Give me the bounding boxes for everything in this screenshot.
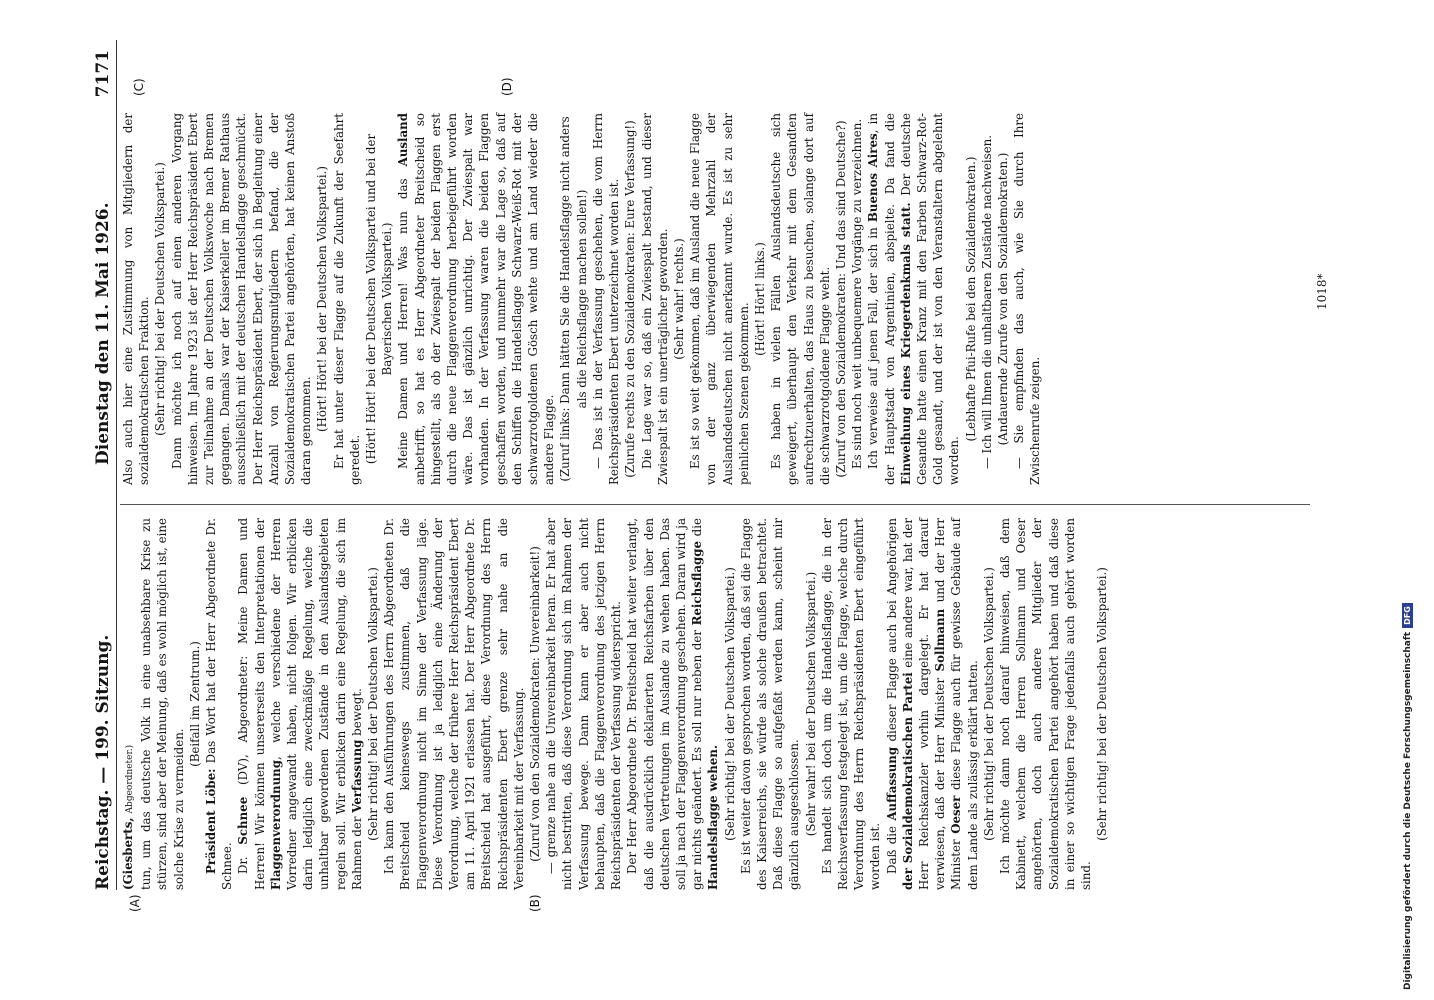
paragraph: Es ist weiter davon gesprochen worden, daß sei die Flagge des Kaiserreichs, sie würde als solche draußen betrachtet. Daß diese Flagge so aufgefaßt werden kann, scheint mir gänzlich ausgeschlossen.: [738, 518, 802, 890]
margin-mark-c: (C): [132, 78, 146, 96]
reaction: (Sehr richtig! bei der Deutschen Volkspartei.): [153, 162, 168, 436]
reaction: (Hört! Hört! bei der Deutschen Volkspartei und bei der Bayerischen Volkspartei.): [364, 133, 395, 465]
paragraph: Daß die Auffassung dieser Flagge auch bei Angehörigen der Sozialdemokratischen Partei eine andere war, hat der Herr Reichskanzler vorhin dargelegt. Er hat darauf verwiesen, daß der Herr Minister Sollmann und der Herr Minister Oeser diese Flagge auch für gewisse Gebäude auf dem Lande als zulässig erklärt hatten.: [884, 518, 980, 890]
reaction: (Zuruf von den Sozialdemokraten: Und das sind Deutsche?): [833, 120, 848, 478]
header-session: Reichstag. — 199. Sitzung.: [93, 634, 113, 890]
header-date: Dienstag den 11. Mai 1926.: [93, 202, 113, 465]
page-signature: 1018*: [1315, 273, 1329, 310]
paragraph: — Ich will Ihnen die unhaltbaren Zustände nachweisen.: [979, 134, 994, 469]
reaction: (Sehr richtig! bei der Deutschen Volkspartei.): [722, 567, 737, 841]
margin-mark-a: (A): [128, 894, 142, 912]
right-column: [120, 113, 1044, 485]
paragraph: (Giesberts, Abgeordneter.) tun, um das deutsche Volk in eine unabsehbare Krise zu stürzen, sind aber der Meinung, daß es wohl möglich ist, eine solche Krise zu vermeiden.: [121, 518, 186, 890]
reaction: (Hört! Hört! links.): [752, 242, 767, 356]
dfg-logo-icon: DFG: [1402, 603, 1413, 628]
left-column: [120, 518, 1110, 890]
paragraph: Es ist so weit gekommen, daß im Ausland die neue Flagge von der ganz überwiegenden Mehrzahl der Auslandsdeutschen nicht anerkannt wurde. Es ist zu sehr peinlichen Szenen gekommen.: [688, 113, 751, 485]
page-number: 7171: [93, 50, 113, 98]
paragraph: Er hat unter dieser Flagge auf die Zukunft der Seefahrt geredet.: [331, 113, 362, 485]
margin-mark-b: (B): [528, 894, 542, 912]
paragraph: — grenze nahe an die Unvereinbarkeit heran. Er hat aber nicht bestritten, daß diese Verordnung sich im Rahmen der Verfassung bewege. Dann kann er aber auch nicht behaupten, daß die Flaggenverordnung des jetzigen Herrn Reichspräsidenten der Verfassung widerspricht.: [544, 518, 624, 890]
reaction: (Sehr wahr! rechts.): [671, 238, 686, 360]
credit-text: Digitalisierung gefördert durch die Deutsche Forschungsgemeinschaft: [1402, 631, 1413, 990]
paragraph: Es haben in vielen Fällen Auslandsdeutsche sich geweigert, überhaupt den Verkehr mit dem Gesandten aufrechtzuerhalten, das Haus zu besuchen, solange dort auf die schwarzrotgoldene Flagge weht.: [769, 113, 832, 485]
reaction: (Sehr wahr! bei der Deutschen Volkspartei.): [803, 571, 818, 837]
reaction: (Beifall im Zentrum.): [187, 641, 202, 767]
reaction: (Sehr richtig! bei der Deutschen Volkspartei.): [366, 567, 381, 841]
margin-mark-d: (D): [500, 77, 514, 96]
paragraph: Meine Damen und Herren! Was nun das Ausland anbetrifft, so hat es Herr Abgeordneter Breitscheid so hingestellt, als ob der Zwiespalt der beiden Flaggen erst durch die neue Flaggenverordnung herbeigeführt worden wäre. Das ist gänzlich unrichtig. Der Zwiespalt war vorhanden. In der Verfassung waren die beiden Flaggen geschaffen worden, und nunmehr war die Lage so, daß auf den Schiffen die Handelsflagge Schwarz-Weiß-Rot mit der schwarzrotgoldenen Gösch wehte und am Land wieder die andere Flagge.: [396, 113, 557, 485]
paragraph: Ich verweise auf jenen Fall, der sich in Buenos Aires, in der Hauptstadt von Argentinien, abspielte. Da fand die Einweihung eines Kriegerdenkmals statt. Der deutsche Gesandte hatte einen Kranz mit den Farben Schwarz-Rot-Gold gesandt, und der ist von den Veranstaltern abgelehnt worden.: [866, 112, 962, 485]
dfg-credit: [1402, 603, 1413, 990]
paragraph: Dann möchte ich noch auf einen anderen Vorgang hinweisen. Im Jahre 1923 ist der Herr Reichspräsident Ebert zur Teilnahme an der Deutschen Volkswoche nach Bremen gegangen. Damals war der Kaiserkeller im Bremer Rathaus ausschließlich mit der deutschen Handelsflagge geschmückt. Der Herr Reichspräsident Ebert, der sich in Begleitung einer Anzahl von Regierungsmitgliedern befand, die der Sozialdemokratischen Partei angehörten, hat keinen Anstoß daran genommen.: [169, 113, 314, 485]
paragraph: Dr. Schnee (DV), Abgeordneter: Meine Damen und Herren! Wir können unsererseits den Interpretationen der Flaggenverordnung, welche verschiedene der Herren Vorredner angewandt haben, nicht folgen. Wir erblicken darin lediglich eine zweckmäßige Regelung, welche die unhaltbar gewordenen Zustände in den Auslandsgebieten regeln soll. Wir erblicken darin eine Regelung, die sich im Rahmen der Verfassung bewegt.: [236, 518, 364, 890]
column-divider: [120, 504, 1310, 505]
reaction: (Sehr richtig! bei der Deutschen Volkspartei.): [1095, 567, 1110, 841]
paragraph: Es handelt sich doch um die Handelsflagge, die in der Reichsverfassung festgelegt ist, um die Flagge, welche durch Verordnung des Herrn Reichspräsidenten Ebert eingeführt worden ist.: [819, 518, 883, 890]
reaction: (Zuruf von den Sozialdemokraten: Unvereinbarkeit!): [528, 546, 543, 862]
paragraph: Der Herr Abgeordnete Dr. Breitscheid hat weiter verlangt, daß die ausdrücklich deklarierten Reichsfarben über den deutschen Vertretungen im Auslande zu wehen haben. Das soll ja nach der Flaggenverordnung geschehen. Daran wird ja gar nichts geändert. Es soll nur neben der Reichsflagge die Handelsflagge wehen.: [625, 518, 721, 890]
paragraph: Es sind noch weit unbequemere Vorgänge zu verzeichnen.: [850, 118, 865, 469]
reaction: (Andauernde Zurufe von den Sozialdemokraten.): [995, 152, 1010, 446]
paragraph: Die Lage war so, daß ein Zwiespalt bestand, und dieser Zwiespalt ist ein unerträglicher geworden.: [639, 113, 670, 485]
paragraph: Ich kann den Ausführungen des Herrn Abgeordneten Dr. Breitscheid keineswegs zustimmen, daß die Flaggenverordnung nicht im Sinne der Verfassung läge. Diese Verordnung ist ja lediglich eine Änderung der Verordnung, welche der frühere Herr Reichspräsident Ebert am 11. April 1921 erlassen hat. Der Herr Abgeordnete Dr. Breitscheid hat ausgeführt, diese Verordnung des Herrn Reichspräsidenten Ebert grenze sehr nahe an die Vereinbarkeit mit der Verfassung.: [382, 518, 526, 890]
reaction: (Sehr richtig! bei der Deutschen Volkspartei.): [981, 567, 996, 841]
reaction: (Zurufe rechts zu den Sozialdemokraten: Eure Verfassung!): [623, 120, 638, 478]
paragraph: Also auch hier eine Zustimmung von Mitgliedern der sozialdemokratischen Fraktion.: [121, 113, 152, 485]
page-header: [90, 40, 117, 890]
paragraph: — Das ist in der Verfassung geschehen, die vom Herrn Reichspräsidenten Ebert unterzeichnet worden ist.: [590, 113, 622, 485]
reaction: (Hört! Hört! bei der Deutschen Volkspartei.): [315, 165, 330, 433]
paragraph: Präsident Löbe: Das Wort hat der Herr Abgeordnete Dr. Schnee.: [204, 517, 235, 890]
paragraph: Ich möchte dann noch darauf hinweisen, daß dem Kabinett, welchem die Herren Sollmann und Oeser angehörten, doch auch andere Mitglieder der Sozialdemokratischen Partei angehört haben und daß diese in einer so wichtigen Frage jedenfalls auch gehört worden sind.: [997, 518, 1093, 890]
reaction: (Zuruf links: Dann hätten Sie die Handelsflagge nicht anders als die Reichsflagge machen sollen!): [558, 116, 589, 482]
reaction: (Lebhafte Pfui-Rufe bei den Sozialdemokraten.): [963, 156, 978, 442]
paragraph: — Sie empfinden das auch, wie Sie durch Ihre Zwischenrufe zeigen.: [1012, 113, 1043, 485]
